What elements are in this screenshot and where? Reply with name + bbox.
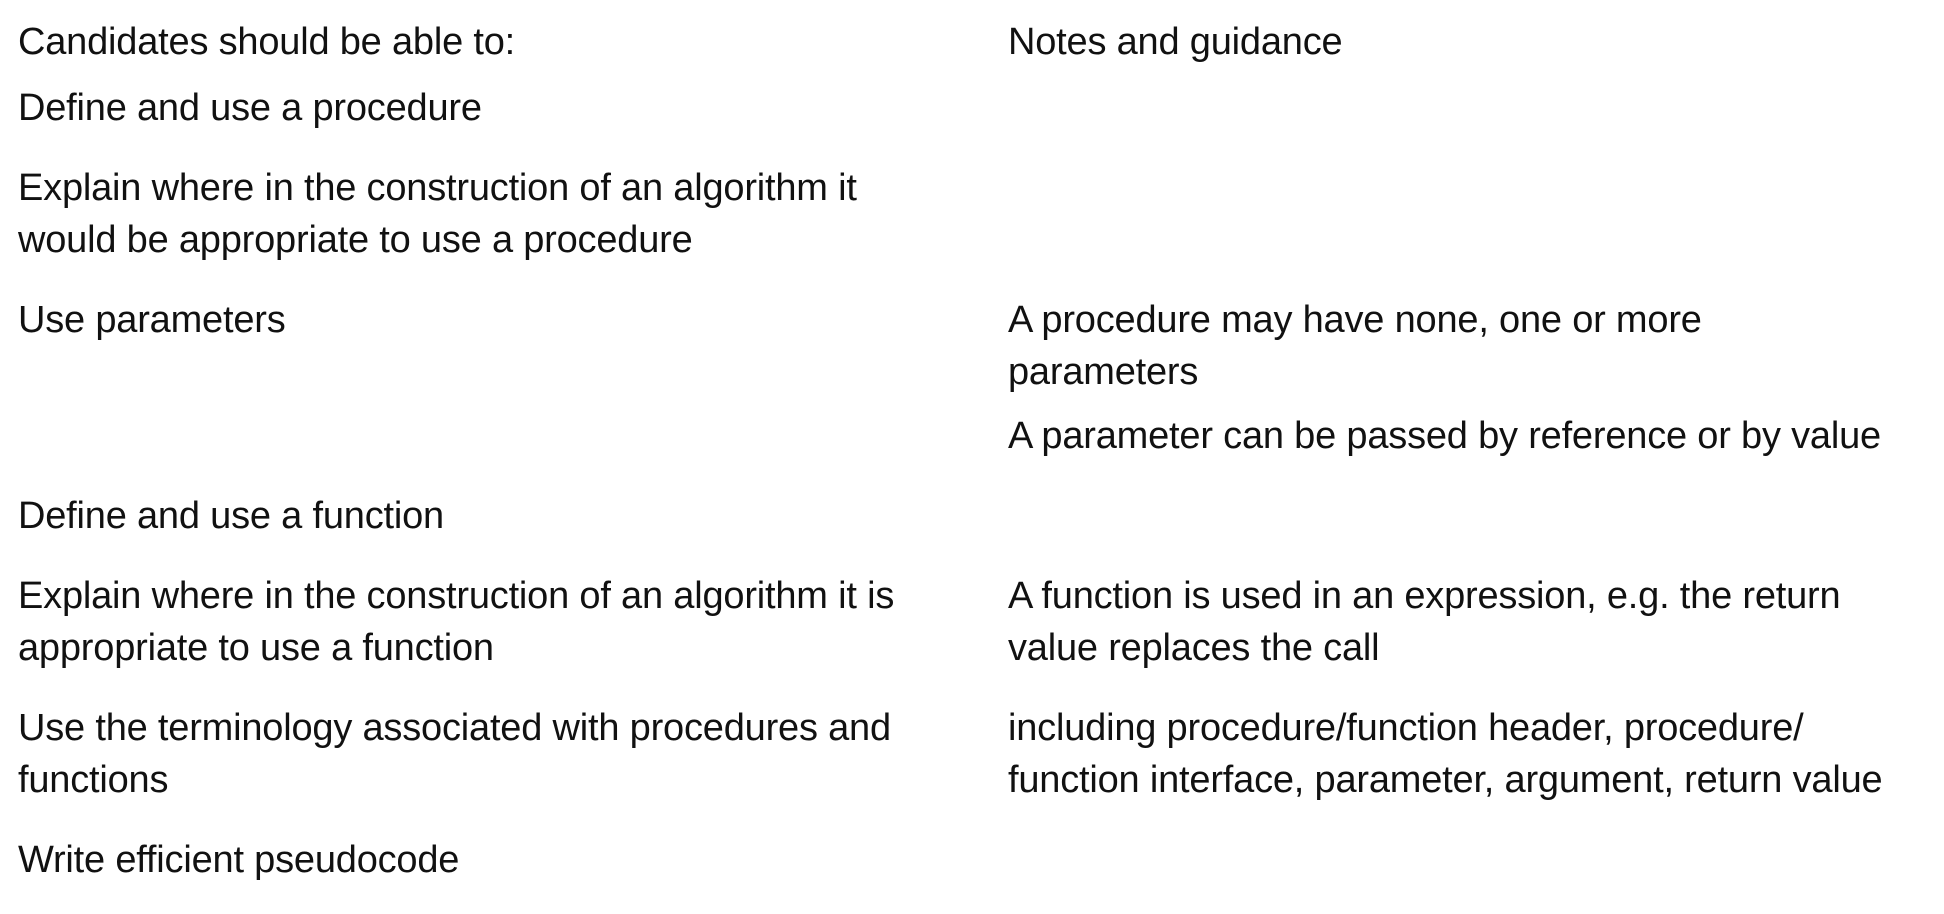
table-row — [18, 162, 1928, 294]
note-text: including procedure/function header, procedure/ function interface, parameter, argument, return value — [1008, 707, 1883, 801]
objective-text: Explain where in the construction of an algorithm it would be appropriate to use a procedure — [18, 167, 857, 261]
table-row — [18, 82, 1928, 162]
header-objectives: Candidates should be able to: — [18, 21, 516, 63]
table-header-row — [18, 0, 1928, 82]
objective-text: Use the terminology associated with procedures and functions — [18, 707, 891, 801]
objective-text: Define and use a procedure — [18, 87, 482, 129]
table-row — [18, 570, 1928, 702]
header-notes: Notes and guidance — [1008, 21, 1343, 63]
notes-cell — [1008, 294, 1928, 462]
objective-text: Explain where in the construction of an algorithm it is appropriate to use a function — [18, 575, 895, 669]
table-row — [18, 702, 1928, 834]
table-row — [18, 834, 1928, 914]
objective-text: Write efficient pseudocode — [18, 839, 460, 881]
table-row — [18, 294, 1928, 490]
note-text: A parameter can be passed by reference or by value — [1008, 415, 1881, 457]
syllabus-table — [18, 0, 1928, 914]
note-text: A function is used in an expression, e.g. the return value replaces the call — [1008, 575, 1841, 669]
table-row — [18, 490, 1928, 570]
objective-text: Define and use a function — [18, 495, 444, 537]
objective-text: Use parameters — [18, 299, 286, 341]
note-text: A procedure may have none, one or more parameters — [1008, 299, 1702, 393]
